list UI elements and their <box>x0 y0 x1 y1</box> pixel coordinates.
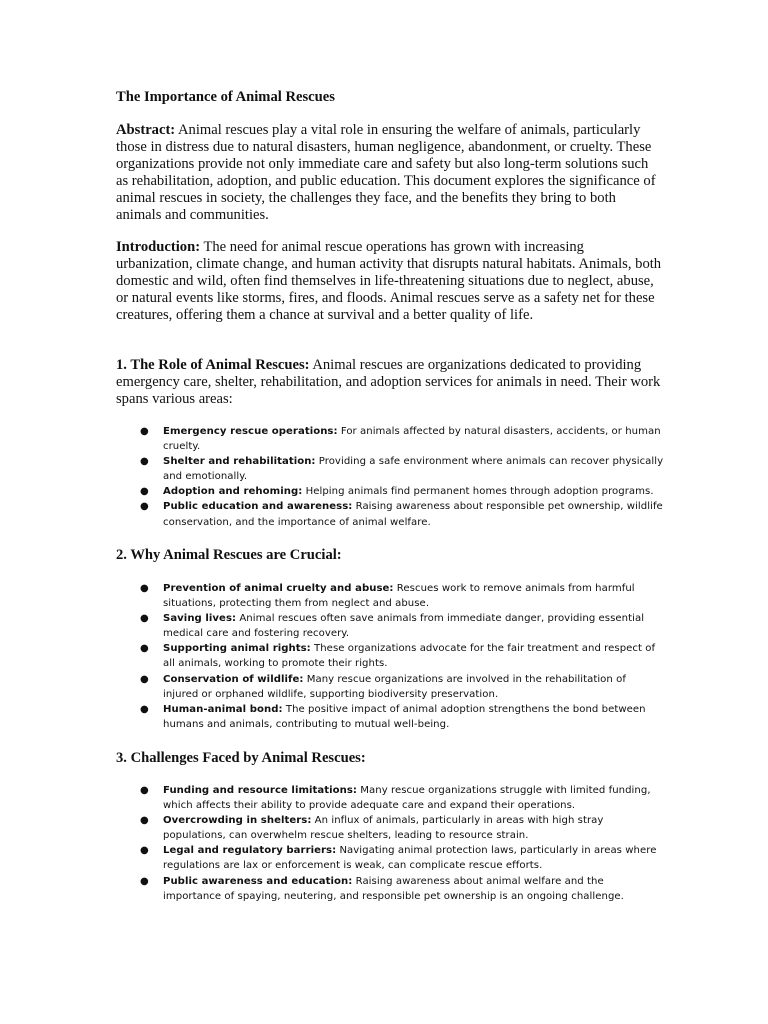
introduction-label: Introduction: <box>116 239 201 255</box>
list-item-text: Rescues work to remove animals from harmful situations, protecting them from neglect and abuse. <box>163 583 635 610</box>
section3-list <box>116 783 664 904</box>
list-item <box>116 672 664 702</box>
list-item-text: For animals affected by natural disasters, accidents, or human cruelty. <box>163 426 661 453</box>
bullet-icon: ● <box>140 875 149 887</box>
list-item-text: Many rescue organizations struggle with limited funding, which affects their ability to provide adequate care and expand their operations. <box>163 785 651 812</box>
list-item-text: Raising awareness about responsible pet ownership, wildlife conservation, and the importance of animal welfare. <box>163 501 663 528</box>
list-item-text: Providing a safe environment where animals can recover physically and emotionally. <box>163 456 664 483</box>
section1-paragraph <box>116 357 664 408</box>
bullet-icon: ● <box>140 703 149 715</box>
bullet-icon: ● <box>140 583 149 594</box>
list-item-text: Helping animals find permanent homes through adoption programs. <box>302 486 654 498</box>
introduction-paragraph <box>116 239 664 324</box>
bullet-icon: ● <box>140 785 149 796</box>
section1-list <box>116 424 664 530</box>
list-item-term: Saving lives: <box>163 613 237 625</box>
list-item-term: Emergency rescue operations: <box>163 426 338 437</box>
list-item <box>116 843 664 873</box>
abstract-paragraph <box>116 122 664 223</box>
list-item-term: Funding and resource limitations: <box>163 785 358 796</box>
list-item-term: Overcrowding in shelters: <box>163 815 312 827</box>
abstract-label: Abstract: <box>116 122 176 138</box>
list-item-term: Prevention of animal cruelty and abuse: <box>163 583 394 594</box>
list-item-term: Public awareness and education: <box>163 875 353 887</box>
bullet-icon: ● <box>140 456 149 468</box>
list-item-text: Animal rescues often save animals from immediate danger, providing essential medical care and fostering recovery. <box>163 613 645 640</box>
list-item-text: An influx of animals, particularly in areas with high stray populations, can overwhelm rescue shelters, leading to resource strain. <box>163 815 604 842</box>
list-item <box>116 454 664 484</box>
bullet-icon: ● <box>140 426 149 437</box>
bullet-icon: ● <box>140 845 149 857</box>
bullet-icon: ● <box>140 486 149 498</box>
bullet-icon: ● <box>140 815 149 827</box>
list-item-term: Human-animal bond: <box>163 703 283 715</box>
introduction-text: The need for animal rescue operations has grown with increasing urbanization, climate change, and human activity that disrupts natural habitats. Animals, both domestic and wild, often find themselves in life-threatening situations due to neglect, abuse, or natural events like storms, fires, and floods. Animal rescues serve as a safety net for these creatures, offering them a chance at survival and a better quality of life. <box>116 239 662 323</box>
list-item-term: Public education and awareness: <box>163 501 353 513</box>
abstract-text: Animal rescues play a vital role in ensuring the welfare of animals, particularly those in distress due to natural disasters, human negligence, abandonment, or cruelty. These organizations provide not only immediate care and safety but also long-term solutions such as rehabilitation, adoption, and public education. This document explores the significance of animal rescues in society, the challenges they face, and the benefits they bring to both animals and communities. <box>116 122 656 223</box>
section1-heading: 1. The Role of Animal Rescues: <box>116 357 310 373</box>
list-item <box>116 813 664 843</box>
bullet-icon: ● <box>140 501 149 513</box>
list-item-text: Many rescue organizations are involved in the rehabilitation of injured or orphaned wildlife, supporting biodiversity preservation. <box>163 673 626 700</box>
section2-heading: 2. Why Animal Rescues are Crucial: <box>116 547 342 563</box>
list-item <box>116 874 664 904</box>
list-item <box>116 581 664 611</box>
list-item-term: Legal and regulatory barriers: <box>163 845 337 857</box>
list-item <box>116 702 664 732</box>
section3-heading: 3. Challenges Faced by Animal Rescues: <box>116 750 366 766</box>
list-item-text: Raising awareness about animal welfare and the importance of spaying, neutering, and responsible pet ownership is an ongoing challenge. <box>163 875 624 902</box>
list-item <box>116 499 664 529</box>
list-item-term: Conservation of wildlife: <box>163 673 304 685</box>
list-item <box>116 641 664 671</box>
list-item-text: The positive impact of animal adoption strengthens the bond between humans and animals, contributing to mutual well-being. <box>163 703 646 730</box>
list-item <box>116 484 664 499</box>
list-item-term: Supporting animal rights: <box>163 643 311 655</box>
bullet-icon: ● <box>140 643 149 655</box>
list-item-text: These organizations advocate for the fair treatment and respect of all animals, working to promote their rights. <box>163 643 656 670</box>
list-item-text: Navigating animal protection laws, particularly in areas where regulations are lax or enforcement is weak, can complicate rescue efforts. <box>163 845 657 872</box>
document-title: The Importance of Animal Rescues <box>116 89 335 105</box>
section2-list <box>116 581 664 732</box>
list-item <box>116 783 664 813</box>
list-item <box>116 424 664 454</box>
section1-text: Animal rescues are organizations dedicated to providing emergency care, shelter, rehabilitation, and adoption services for animals in need. Their work spans various areas: <box>116 357 661 407</box>
list-item-term: Shelter and rehabilitation: <box>163 456 316 468</box>
bullet-icon: ● <box>140 673 149 685</box>
list-item <box>116 611 664 641</box>
list-item-term: Adoption and rehoming: <box>163 486 303 498</box>
bullet-icon: ● <box>140 613 149 625</box>
